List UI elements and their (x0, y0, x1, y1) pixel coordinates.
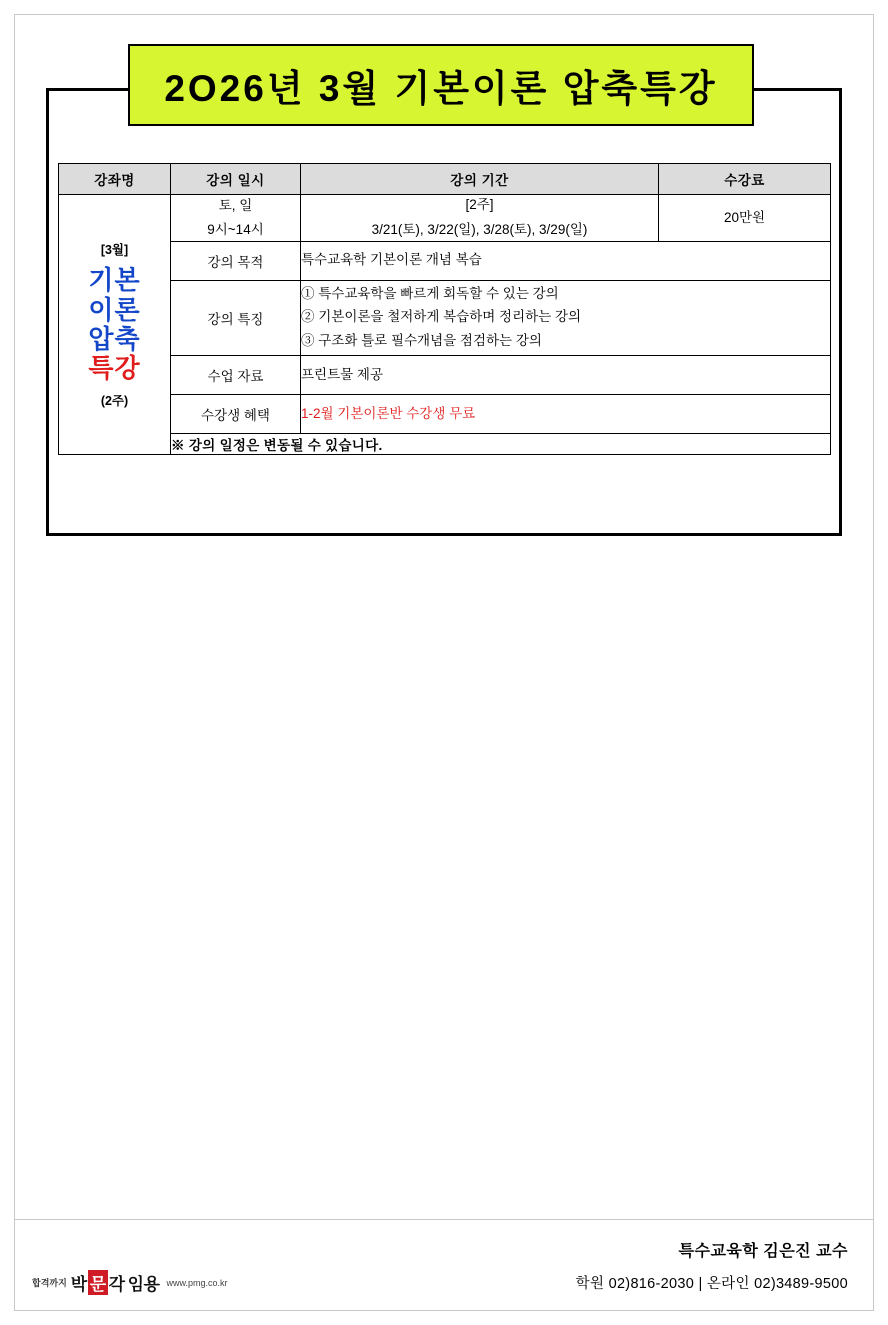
course-title-line-3: 압축 (88, 323, 141, 354)
table-row (59, 195, 831, 242)
logo-website-url: www.pmg.co.kr (166, 1277, 228, 1288)
period-dates: 3/21(토), 3/22(일), 3/28(토), 3/29(일) (371, 222, 588, 238)
footer-contact: 학원 02)816-2030 | 온라인 02)3489-9500 (575, 1276, 848, 1292)
logo-wordmark (71, 1270, 160, 1295)
schedule-days: 토, 일 (218, 197, 253, 213)
footer-professor: 특수교육학 김은진 교수 (678, 1243, 848, 1260)
schedule-time: 9시~14시 (207, 221, 264, 237)
logo-char-3: 각 (108, 1275, 125, 1294)
schedule-change-note: ※ 강의 일정은 변동될 수 있습니다. (171, 434, 831, 455)
row-label-benefit: 수강생 혜택 (171, 395, 301, 434)
course-table-wrapper (58, 163, 830, 455)
row-label-materials: 수업 자료 (171, 356, 301, 395)
course-title-line-1: 기본 (88, 265, 141, 296)
logo-tagline: 합격까지 (32, 1278, 67, 1288)
row-label-features: 강의 특징 (171, 280, 301, 356)
row-value-benefit: 1-2월 기본이론반 수강생 무료 (301, 395, 831, 434)
course-title-line-2: 이론 (88, 294, 141, 325)
schedule-cell (171, 195, 301, 242)
row-value-purpose: 특수교육학 기본이론 개념 복습 (301, 241, 831, 280)
table-row (59, 241, 831, 280)
table-note-row (59, 434, 831, 455)
header-fee: 수강료 (659, 164, 831, 195)
course-title-block (59, 266, 170, 382)
feature-item-1: ① 특수교육학을 빠르게 회독할 수 있는 강의 (301, 285, 559, 301)
course-month: [3월] (100, 243, 129, 258)
header-period: 강의 기간 (301, 164, 659, 195)
table-row (59, 280, 831, 356)
logo-char-1: 박 (70, 1275, 87, 1294)
header-course-name: 강좌명 (59, 164, 171, 195)
brand-logo (32, 1270, 227, 1295)
logo-char-4: 임용 (127, 1275, 160, 1294)
title-banner (128, 44, 754, 126)
course-name-cell (59, 195, 171, 455)
page-footer (14, 1219, 874, 1311)
course-table (58, 163, 831, 455)
row-value-features (301, 280, 831, 356)
fee-cell: 20만원 (659, 195, 831, 242)
page-title: 2O26년 3월 기본이론 압축특강 (164, 68, 718, 109)
header-schedule: 강의 일시 (171, 164, 301, 195)
row-value-materials: 프린트물 제공 (301, 356, 831, 395)
row-label-purpose: 강의 목적 (171, 241, 301, 280)
feature-item-3: ③ 구조화 틀로 필수개념을 점검하는 강의 (301, 333, 542, 349)
period-cell (301, 195, 659, 242)
feature-item-2: ② 기본이론을 철저하게 복습하며 정리하는 강의 (301, 309, 582, 325)
period-weeks-label: [2주] (465, 197, 494, 212)
course-weeks: (2주) (100, 393, 129, 408)
course-title-line-4: 특강 (88, 352, 141, 383)
logo-char-2: 문 (88, 1270, 108, 1295)
table-row (59, 356, 831, 395)
table-row (59, 395, 831, 434)
table-header-row (59, 164, 831, 195)
